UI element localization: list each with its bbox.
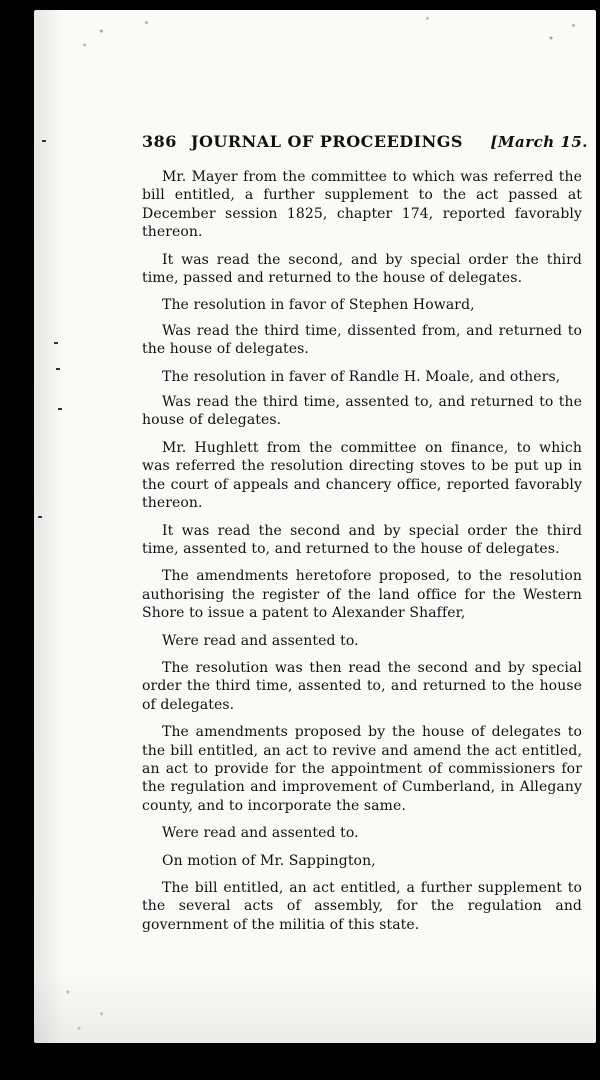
paragraph: The amendments proposed by the house of delegates to the bill entitled, an act to revive and amend the act entitled, an act to provide for the appointment of commissioners for the regulation and improvement of Cumberland, in Allegany county, and to incorporate the same.	[142, 724, 582, 814]
paragraph: It was read the second and by special order the third time, assented to, and returned to the house of delegates.	[142, 522, 582, 557]
margin-mark	[58, 408, 62, 410]
header-date: [March 15.	[490, 133, 588, 151]
paragraph: Were read and assented to.	[162, 825, 359, 842]
margin-mark	[56, 368, 60, 370]
paragraph: The resolution was then read the second and by special order the third time, assented to, and returned to the house of delegates.	[142, 659, 582, 713]
paragraph: Was read the third time, dissented from, and returned to the house of delegates.	[142, 322, 582, 358]
paragraph: Was read the third time, assented to, and returned to the house of delegates.	[142, 394, 582, 429]
paragraph: The bill entitled, an act entitled, a further supplement to the several acts of assembly, for the regulation and government of the militia of this state.	[142, 880, 582, 933]
journal-title: JOURNAL OF PROCEEDINGS	[190, 132, 463, 151]
paragraph: Were read and assented to.	[162, 632, 359, 649]
paragraph: On motion of Mr. Sappington,	[162, 852, 376, 869]
paper-sheet	[34, 10, 596, 1043]
margin-mark	[38, 516, 42, 518]
paragraph: Mr. Mayer from the committee to which was referred the bill entitled, a further supplement to the act passed at December session 1825, chapter 174, reported favorably thereon.	[142, 169, 582, 241]
scan-noise-top	[34, 10, 596, 80]
body-text	[142, 168, 582, 943]
paragraph: It was read the second, and by special order the third time, passed and returned to the house of delegates.	[142, 251, 582, 287]
paragraph: The resolution in faver of Randle H. Moale, and others,	[162, 368, 561, 385]
scan-noise-bottom	[34, 970, 596, 1043]
margin-mark	[54, 342, 58, 344]
paragraph: The amendments heretofore proposed, to the resolution authorising the register of the land office for the Western Shore to issue a patent to Alexander Shaffer,	[142, 568, 582, 622]
margin-mark	[42, 140, 46, 142]
page-number: 386	[142, 132, 177, 151]
paragraph: The resolution in favor of Stephen Howard,	[162, 297, 475, 314]
margin-marks	[34, 10, 74, 1043]
page-header	[142, 132, 588, 151]
paragraph: Mr. Hughlett from the committee on finance, to which was referred the resolution directing stoves to be put up in the court of appeals and chancery office, reported favorably thereon.	[142, 439, 582, 512]
